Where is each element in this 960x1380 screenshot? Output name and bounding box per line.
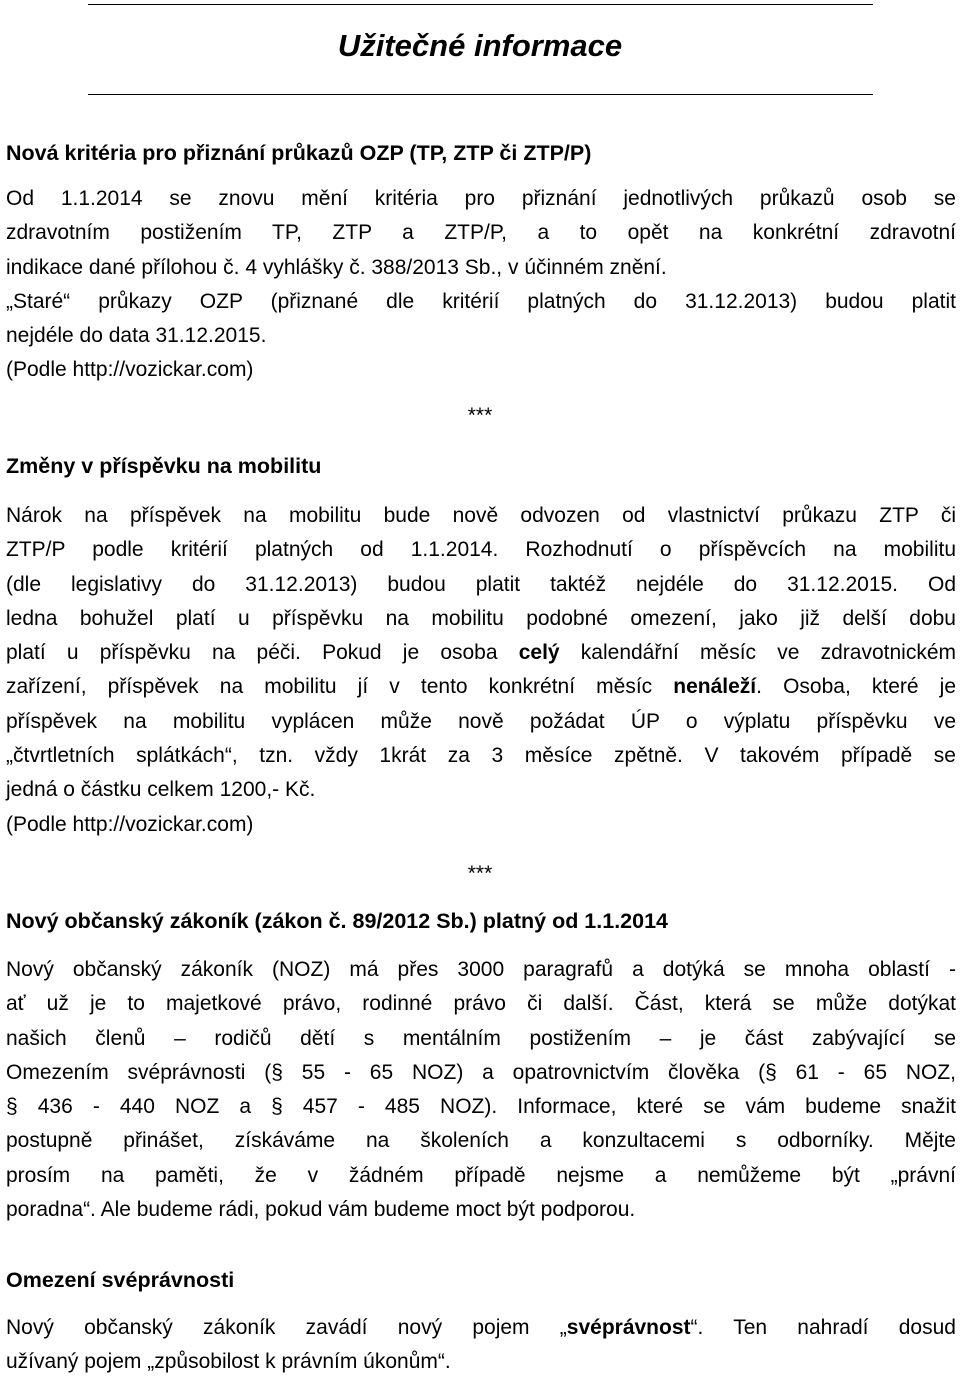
- paragraph-mobility: [6, 499, 956, 842]
- text-fragment: platí u příspěvku na péči. Pokud je osoba: [6, 641, 519, 665]
- separator-stars: ***: [467, 862, 493, 885]
- text-fragment: zařízení, příspěvek na mobilitu jí v tento konkrétní měsíc: [6, 675, 674, 699]
- section-heading-ozp-criteria: Nová kritéria pro přiznání průkazů OZP (TP, ZTP či ZTP/P): [6, 141, 592, 165]
- text-line: „Staré“ průkazy OZP (přiznané dle kritérií platných do 31.12.2013) budou platit: [6, 289, 956, 313]
- text-line: § 436 - 440 NOZ a § 457 - 485 NOZ). Informace, které se vám budeme snažit: [6, 1095, 956, 1119]
- text-line: indikace dané přílohou č. 4 vyhlášky č. 388/2013 Sb., v účinném znění.: [6, 255, 667, 279]
- text-line: Omezením svéprávnosti (§ 55 - 65 NOZ) a opatrovnictvím člověka (§ 61 - 65 NOZ,: [6, 1060, 956, 1084]
- section-heading-civil-code: Nový občanský zákoník (zákon č. 89/2012 Sb.) platný od 1.1.2014: [6, 909, 668, 933]
- paragraph-ozp-criteria: [6, 182, 956, 388]
- top-rule: [88, 4, 873, 5]
- text-line: Nový občanský zákoník (NOZ) má přes 3000 paragrafů a dotýká se mnoha oblastí -: [6, 958, 956, 981]
- text-line: „čtvrtletních splátkách“, tzn. vždy 1krát za 3 měsíce zpětně. V takovém případě se: [6, 744, 956, 768]
- text-line: ledna bohužel platí u příspěvku na mobilitu podobné omezení, jako již delší dobu: [6, 606, 956, 630]
- text-fragment: kalendářní měsíc ve zdravotnickém: [559, 641, 956, 665]
- title-underline: [88, 94, 873, 95]
- separator-stars: ***: [467, 404, 493, 427]
- text-line: poradna“. Ale budeme rádi, pokud vám budeme moct být podporou.: [6, 1198, 636, 1222]
- section-heading-mobility: Změny v příspěvku na mobilitu: [6, 454, 322, 478]
- text-line: příspěvek na mobilitu vyplácen může nově požádat ÚP o výplatu příspěvku ve: [6, 709, 956, 733]
- text-fragment: Nový občanský zákoník zavádí nový pojem „: [6, 1316, 567, 1339]
- source-note: (Podle http://vozickar.com): [6, 812, 254, 836]
- text-line: [6, 670, 956, 704]
- paragraph-civil-code: [6, 953, 956, 1227]
- text-line: našich členů – rodičů dětí s mentálním postižením – je část zabývající se: [6, 1026, 956, 1050]
- text-line: ať už je to majetkové právo, rodinné právo či další. Část, která se může dotýkat: [6, 992, 956, 1016]
- text-line: [6, 1311, 956, 1345]
- emphasis-cely: celý: [518, 641, 560, 665]
- text-line: postupně přinášet, získáváme na školeních a konzultacemi s odborníky. Mějte: [6, 1129, 956, 1153]
- emphasis-term: svéprávnost: [566, 1316, 691, 1339]
- text-line: (dle legislativy do 31.12.2013) budou platit taktéž nejdéle do 31.12.2015. Od: [6, 572, 956, 596]
- text-fragment: . Osoba, které je: [756, 675, 957, 699]
- text-line: Od 1.1.2014 se znovu mění kritéria pro přiznání jednotlivých průkazů osob se: [6, 187, 956, 210]
- page-title: Užitečné informace: [337, 28, 623, 63]
- emphasis-nenalezi: nenáleží: [673, 675, 757, 699]
- text-line: nejdéle do data 31.12.2015.: [6, 324, 267, 348]
- section-heading-legal-capacity: Omezení svéprávnosti: [6, 1268, 235, 1292]
- text-line: zdravotním postižením TP, ZTP a ZTP/P, a to opět na konkrétní zdravotní: [6, 221, 956, 245]
- text-line: Nárok na příspěvek na mobilitu bude nově odvozen od vlastnictví průkazu ZTP či: [6, 504, 956, 527]
- text-fragment: “. Ten nahradí dosud: [690, 1316, 956, 1339]
- source-note: (Podle http://vozickar.com): [6, 358, 254, 382]
- paragraph-legal-capacity: [6, 1311, 956, 1380]
- text-line: ZTP/P podle kritérií platných od 1.1.2014. Rozhodnutí o příspěvcích na mobilitu: [6, 538, 956, 562]
- text-line: jedná o částku celkem 1200,- Kč.: [6, 778, 316, 802]
- text-line: [6, 636, 956, 670]
- text-line: užívaný pojem „způsobilost k právním úkonům“.: [6, 1350, 451, 1374]
- text-line: prosím na paměti, že v žádném případě nejsme a nemůžeme být „právní: [6, 1163, 956, 1187]
